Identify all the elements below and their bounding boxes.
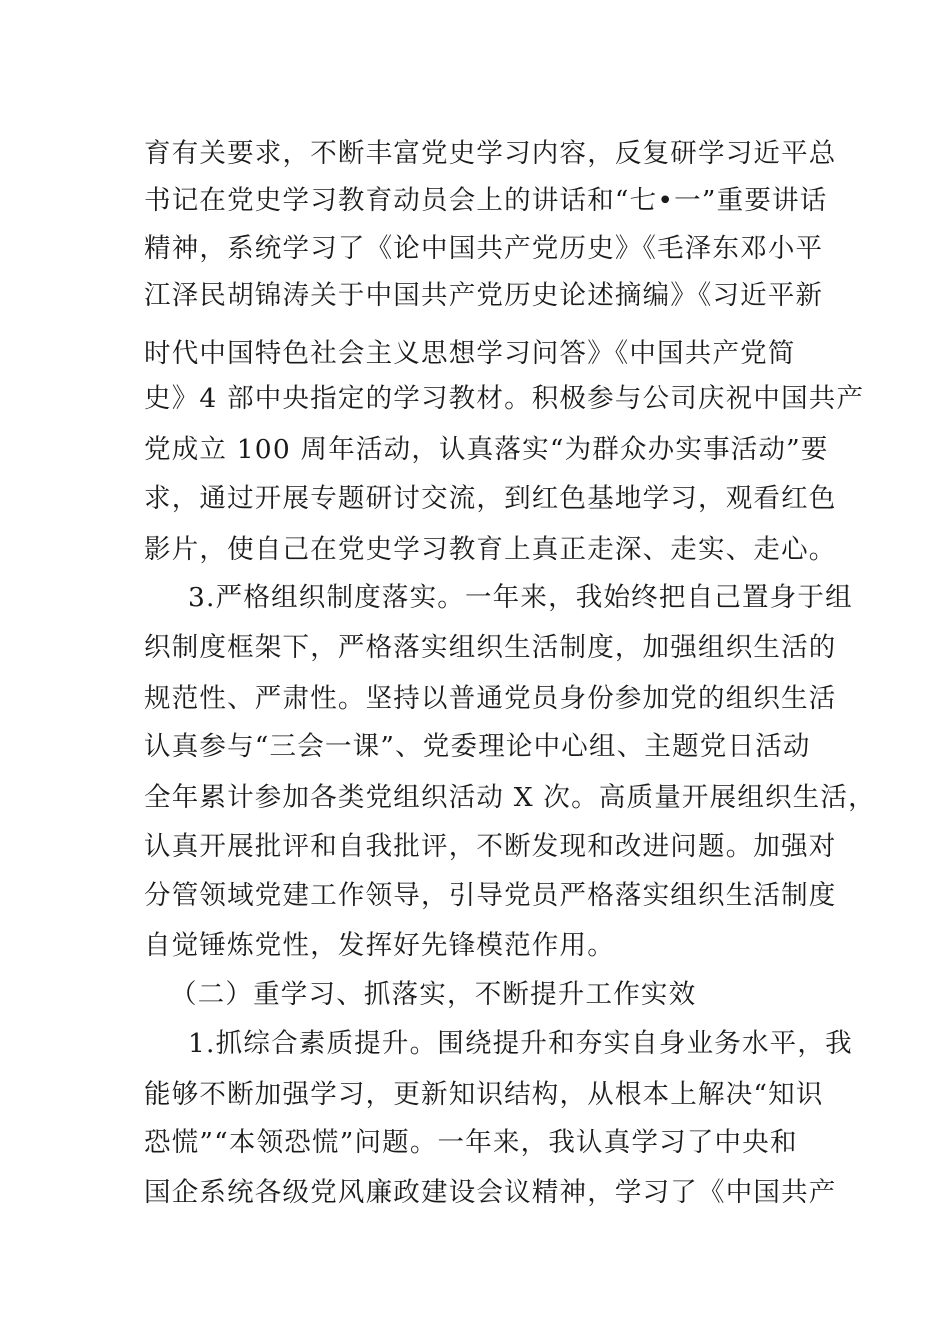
text-line: 求，通过开展专题研讨交流，到红色基地学习，观看红色 bbox=[144, 483, 837, 514]
text-line: 织制度框架下，严格落实组织生活制度，加强组织生活的 bbox=[144, 632, 837, 663]
text-line: 全年累计参加各类党组织活动 X 次。高质量开展组织生活， bbox=[144, 782, 876, 813]
text-line: 影片，使自己在党史学习教育上真正走深、走实、走心。 bbox=[144, 534, 837, 565]
text-line: 书记在党史学习教育动员会上的讲话和“七•一”重要讲话 bbox=[144, 185, 828, 216]
text-line: 能够不断加强学习，更新知识结构，从根本上解决“知识 bbox=[144, 1079, 824, 1110]
text-line: 党成立 100 周年活动，认真落实“为群众办实事活动”要 bbox=[144, 434, 829, 465]
text-line: 育有关要求，不断丰富党史学习内容，反复研学习近平总 bbox=[144, 138, 837, 169]
paragraph-start-line: 3.严格组织制度落实。一年来，我始终把自己置身于组 bbox=[188, 582, 853, 613]
text-line: 史》4 部中央指定的学习教材。积极参与公司庆祝中国共产 bbox=[144, 383, 865, 414]
text-line: 规范性、严肃性。坚持以普通党员身份参加党的组织生活 bbox=[144, 683, 837, 714]
text-line: 自觉锤炼党性，发挥好先锋模范作用。 bbox=[144, 930, 615, 961]
text-line: 江泽民胡锦涛关于中国共产党历史论述摘编》《习近平新 bbox=[144, 280, 824, 311]
text-line: 时代中国特色社会主义思想学习问答》《中国共产党简 bbox=[144, 338, 796, 369]
paragraph-start-line: 1.抓综合素质提升。围绕提升和夯实自身业务水平，我 bbox=[188, 1028, 853, 1059]
text-line: 认真开展批评和自我批评，不断发现和改进问题。加强对 bbox=[144, 831, 837, 862]
text-line: 恐慌”“本领恐慌”问题。一年来，我认真学习了中央和 bbox=[144, 1127, 798, 1158]
text-line: 国企系统各级党风廉政建设会议精神，学习了《中国共产 bbox=[144, 1177, 837, 1208]
section-heading: （二）重学习、抓落实，不断提升工作实效 bbox=[170, 979, 697, 1010]
text-line: 认真参与“三会一课”、党委理论中心组、主题党日活动 bbox=[144, 731, 811, 762]
text-line: 分管领域党建工作领导，引导党员严格落实组织生活制度 bbox=[144, 880, 837, 911]
text-line: 精神，系统学习了《论中国共产党历史》《毛泽东邓小平 bbox=[144, 233, 824, 264]
